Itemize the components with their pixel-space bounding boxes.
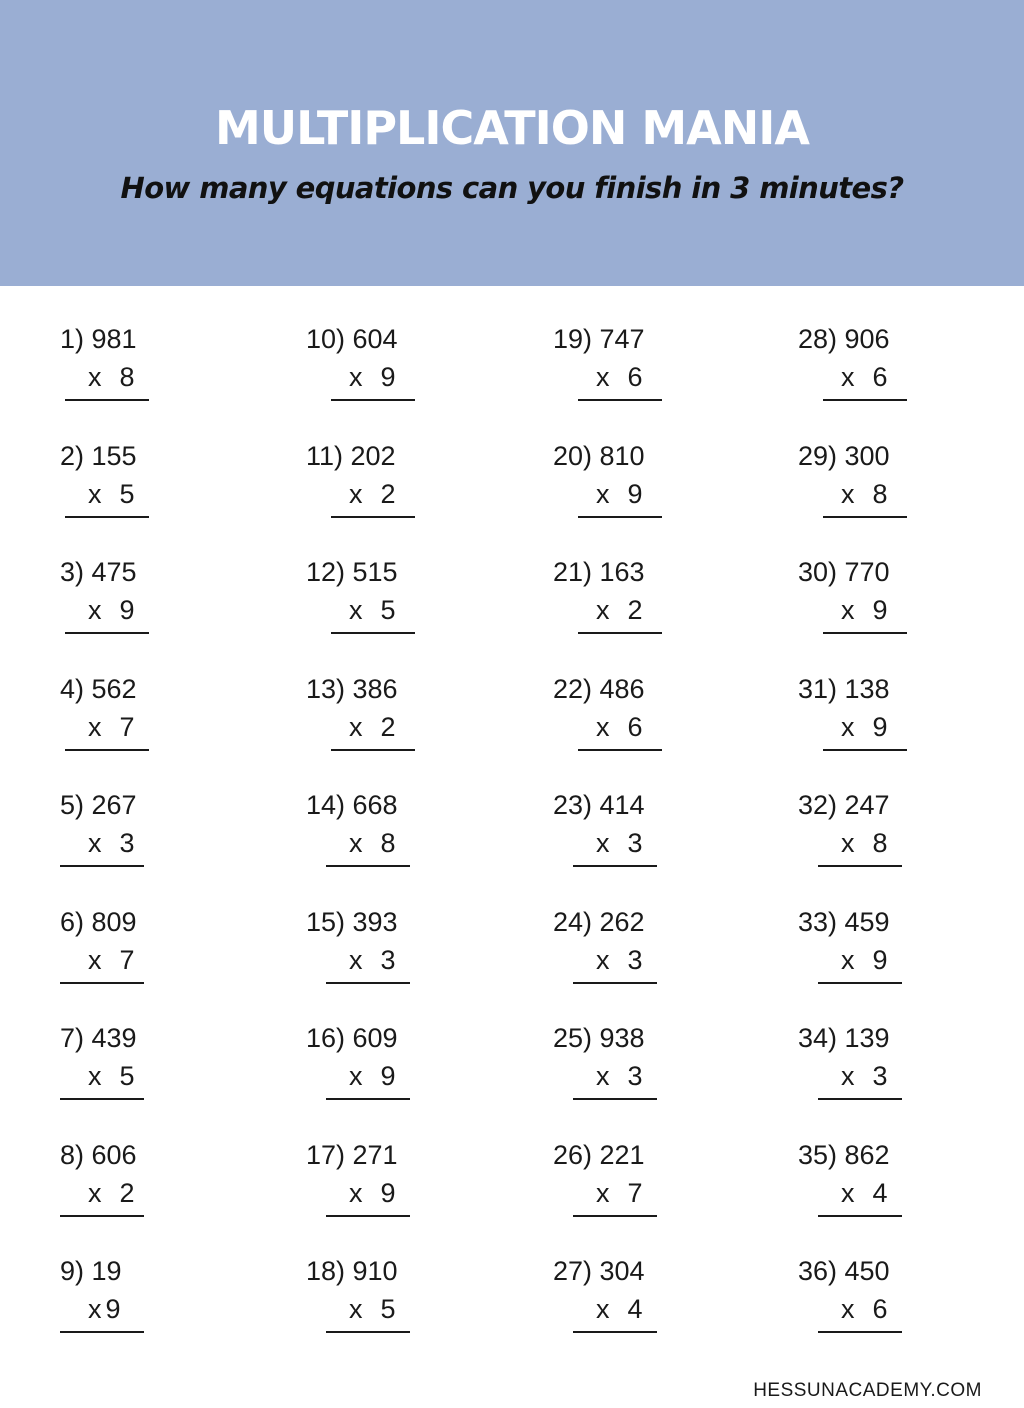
problem-item [553, 555, 753, 645]
multiplier-line [88, 710, 135, 744]
problem-item [60, 1254, 260, 1344]
answer-line [331, 632, 415, 634]
answer-line [818, 1098, 902, 1100]
multiply-sign: x [841, 478, 855, 509]
multiplier-line [596, 360, 643, 394]
multiply-sign: x [841, 1061, 855, 1091]
problem-item [60, 555, 260, 645]
problem-item [798, 1138, 998, 1228]
multiplier-value: 5 [119, 1061, 135, 1091]
problem-item [306, 905, 506, 995]
multiplier-value: 8 [119, 362, 135, 392]
multiply-sign: x [88, 1294, 102, 1324]
multiplier-line [596, 477, 643, 511]
multiplier-line [88, 943, 135, 977]
multiplier-line [349, 477, 396, 511]
multiply-sign: x [349, 944, 363, 975]
multiplier-value: 9 [872, 944, 888, 975]
problem-item [306, 1021, 506, 1111]
problem-number-and-multiplicand: 36) 450 [798, 1256, 890, 1286]
multiply-sign: x [596, 595, 610, 625]
answer-line [573, 1098, 657, 1100]
multiplier-value: 5 [380, 595, 396, 625]
answer-line [573, 865, 657, 867]
problem-item [60, 905, 260, 995]
answer-line [823, 749, 907, 751]
multiplier-line [596, 1292, 643, 1326]
problem-number-and-multiplicand: 25) 938 [553, 1023, 645, 1053]
problem-number-and-multiplicand: 34) 139 [798, 1023, 890, 1053]
multiply-sign: x [596, 1061, 610, 1091]
multiply-sign: x [349, 478, 363, 509]
problem-number-and-multiplicand: 7) 439 [60, 1023, 137, 1053]
multiplier-line [349, 1059, 396, 1093]
multiplier-value: 8 [872, 828, 888, 858]
problem-item [60, 1021, 260, 1111]
multiplier-line [88, 360, 135, 394]
multiplier-line [349, 360, 396, 394]
multiplier-line [88, 477, 135, 511]
multiply-sign: x [596, 362, 610, 392]
multiply-sign: x [596, 1177, 610, 1208]
answer-line [573, 1331, 657, 1333]
problem-number-and-multiplicand: 15) 393 [306, 906, 398, 937]
multiply-sign: x [88, 595, 102, 625]
answer-line [65, 632, 149, 634]
problem-item [798, 322, 998, 412]
multiply-sign: x [349, 711, 363, 742]
answer-line [578, 749, 662, 751]
answer-line [65, 749, 149, 751]
problem-item [60, 439, 260, 529]
answer-line [326, 1331, 410, 1333]
problem-number-and-multiplicand: 21) 163 [553, 557, 645, 587]
problem-item [798, 555, 998, 645]
answer-line [818, 1215, 902, 1217]
answer-line [818, 982, 902, 984]
multiplier-line [349, 943, 396, 977]
multiplier-value: 6 [627, 362, 643, 392]
problem-number-and-multiplicand: 10) 604 [306, 324, 398, 354]
problem-number-and-multiplicand: 26) 221 [553, 1139, 645, 1170]
multiplier-line [88, 826, 135, 860]
problem-item [306, 555, 506, 645]
multiplier-value: 4 [872, 1177, 888, 1208]
multiplier-value: 5 [119, 478, 135, 509]
multiply-sign: x [88, 362, 102, 392]
multiplier-line [88, 1059, 135, 1093]
multiply-sign: x [841, 362, 855, 392]
page-subtitle: How many equations can you finish in 3 minutes? [120, 171, 904, 205]
problem-item [553, 439, 753, 529]
multiplier-value: 5 [380, 1294, 396, 1324]
problem-number-and-multiplicand: 23) 414 [553, 790, 645, 820]
multiply-sign: x [88, 478, 102, 509]
multiplier-line [841, 360, 888, 394]
multiply-sign: x [88, 1177, 102, 1208]
website-footer: HESSUNACADEMY.COM [753, 1380, 982, 1401]
problem-number-and-multiplicand: 14) 668 [306, 790, 398, 820]
page-title: MULTIPLICATION MANIA [215, 101, 809, 155]
problem-item [553, 1138, 753, 1228]
multiplier-line [349, 826, 396, 860]
multiply-sign: x [841, 944, 855, 975]
problem-number-and-multiplicand: 29) 300 [798, 440, 890, 471]
problem-number-and-multiplicand: 5) 267 [60, 790, 137, 820]
multiplier-value: 2 [119, 1177, 135, 1208]
problem-number-and-multiplicand: 17) 271 [306, 1139, 398, 1170]
multiplier-value: 2 [627, 595, 643, 625]
multiply-sign: x [596, 478, 610, 509]
multiply-sign: x [841, 1177, 855, 1208]
multiplier-value: 8 [872, 478, 888, 509]
answer-line [60, 1098, 144, 1100]
answer-line [818, 865, 902, 867]
answer-line [326, 1215, 410, 1217]
problem-item [306, 1254, 506, 1344]
problem-number-and-multiplicand: 8) 606 [60, 1139, 137, 1170]
problem-number-and-multiplicand: 19) 747 [553, 324, 645, 354]
answer-line [578, 632, 662, 634]
multiply-sign: x [841, 828, 855, 858]
problem-item [553, 672, 753, 762]
answer-line [60, 1215, 144, 1217]
problem-item [798, 905, 998, 995]
multiplier-value: 3 [627, 1061, 643, 1091]
multiplier-value: 6 [872, 362, 888, 392]
answer-line [331, 749, 415, 751]
problem-number-and-multiplicand: 16) 609 [306, 1023, 398, 1053]
multiplier-value: 2 [380, 478, 396, 509]
answer-line [60, 982, 144, 984]
multiplier-line [841, 826, 888, 860]
multiply-sign: x [88, 828, 102, 858]
multiply-sign: x [349, 828, 363, 858]
multiplier-value: 3 [119, 828, 135, 858]
answer-line [60, 865, 144, 867]
multiply-sign: x [841, 711, 855, 742]
multiplier-value: 9 [872, 595, 888, 625]
answer-line [578, 399, 662, 401]
problem-item [553, 788, 753, 878]
problem-number-and-multiplicand: 13) 386 [306, 673, 398, 704]
multiplier-value: 9 [380, 1177, 396, 1208]
problem-item [60, 1138, 260, 1228]
problem-number-and-multiplicand: 27) 304 [553, 1256, 645, 1286]
problem-number-and-multiplicand: 35) 862 [798, 1139, 890, 1170]
multiplier-value: 8 [380, 828, 396, 858]
answer-line [326, 1098, 410, 1100]
problem-item [60, 322, 260, 412]
answer-line [65, 516, 149, 518]
multiplier-line [88, 1176, 135, 1210]
problem-number-and-multiplicand: 12) 515 [306, 557, 398, 587]
problem-item [798, 439, 998, 529]
multiply-sign: x [596, 828, 610, 858]
multiplier-value: 7 [627, 1177, 643, 1208]
multiplier-line [841, 943, 888, 977]
problem-item [60, 672, 260, 762]
problem-number-and-multiplicand: 4) 562 [60, 673, 137, 704]
answer-line [60, 1331, 144, 1333]
multiply-sign: x [596, 944, 610, 975]
multiplier-line [841, 593, 888, 627]
answer-line [326, 982, 410, 984]
multiplier-line [596, 710, 643, 744]
multiplier-line [841, 710, 888, 744]
problem-item [306, 322, 506, 412]
problem-number-and-multiplicand: 9) 19 [60, 1256, 122, 1286]
multiplier-line [88, 1292, 121, 1326]
multiply-sign: x [349, 595, 363, 625]
problem-number-and-multiplicand: 24) 262 [553, 906, 645, 937]
problem-number-and-multiplicand: 18) 910 [306, 1256, 398, 1286]
problem-number-and-multiplicand: 2) 155 [60, 440, 137, 471]
answer-line [573, 1215, 657, 1217]
answer-line [331, 399, 415, 401]
answer-line [65, 399, 149, 401]
answer-line [331, 516, 415, 518]
multiplier-line [349, 710, 396, 744]
problem-item [798, 672, 998, 762]
multiply-sign: x [596, 1294, 610, 1324]
problem-item [60, 788, 260, 878]
multiplier-value: 9 [380, 1061, 396, 1091]
multiplier-value: 4 [627, 1294, 643, 1324]
multiplier-line [349, 593, 396, 627]
multiplier-value: 6 [872, 1294, 888, 1324]
problem-item [306, 439, 506, 529]
multiplier-value: 3 [627, 944, 643, 975]
multiply-sign: x [596, 711, 610, 742]
multiply-sign: x [88, 944, 102, 975]
multiplier-value: 6 [627, 711, 643, 742]
problem-number-and-multiplicand: 30) 770 [798, 557, 890, 587]
multiplier-line [841, 1059, 888, 1093]
multiplier-value: 3 [380, 944, 396, 975]
problem-item [553, 1021, 753, 1111]
problem-item [306, 1138, 506, 1228]
problem-item [798, 1021, 998, 1111]
multiply-sign: x [841, 1294, 855, 1324]
multiply-sign: x [349, 1177, 363, 1208]
multiplier-line [88, 593, 135, 627]
answer-line [578, 516, 662, 518]
multiplier-value: 9 [627, 478, 643, 509]
multiplier-line [596, 593, 643, 627]
multiplier-line [596, 1176, 643, 1210]
multiplier-value: 3 [872, 1061, 888, 1091]
problem-item [553, 1254, 753, 1344]
multiply-sign: x [841, 595, 855, 625]
answer-line [823, 516, 907, 518]
answer-line [818, 1331, 902, 1333]
problem-item [306, 788, 506, 878]
multiplier-line [596, 1059, 643, 1093]
multiplier-value: 3 [627, 828, 643, 858]
multiply-sign: x [88, 1061, 102, 1091]
problem-item [553, 905, 753, 995]
multiplier-value: 7 [119, 944, 135, 975]
problem-number-and-multiplicand: 11) 202 [306, 440, 396, 471]
multiply-sign: x [349, 1294, 363, 1324]
problem-number-and-multiplicand: 6) 809 [60, 906, 137, 937]
multiply-sign: x [349, 362, 363, 392]
problem-number-and-multiplicand: 1) 981 [60, 324, 137, 354]
multiplier-value: 9 [380, 362, 396, 392]
multiplier-value: 9 [872, 711, 888, 742]
multiplier-value: 2 [380, 711, 396, 742]
header-banner [0, 0, 1024, 286]
multiplier-line [349, 1176, 396, 1210]
answer-line [823, 632, 907, 634]
multiplier-line [841, 1176, 888, 1210]
problem-number-and-multiplicand: 31) 138 [798, 673, 890, 704]
problem-number-and-multiplicand: 20) 810 [553, 440, 645, 471]
problem-number-and-multiplicand: 28) 906 [798, 324, 890, 354]
multiply-sign: x [88, 711, 102, 742]
multiplier-line [349, 1292, 396, 1326]
problem-item [798, 1254, 998, 1344]
problem-number-and-multiplicand: 32) 247 [798, 790, 890, 820]
multiplier-line [841, 1292, 888, 1326]
multiplier-line [596, 826, 643, 860]
problem-item [553, 322, 753, 412]
problem-number-and-multiplicand: 3) 475 [60, 557, 137, 587]
multiplier-value: 9 [105, 1294, 121, 1324]
answer-line [823, 399, 907, 401]
answer-line [573, 982, 657, 984]
multiply-sign: x [349, 1061, 363, 1091]
multiplier-line [841, 477, 888, 511]
multiplier-line [596, 943, 643, 977]
multiplier-value: 7 [119, 711, 135, 742]
problem-number-and-multiplicand: 22) 486 [553, 673, 645, 704]
problem-item [306, 672, 506, 762]
problem-number-and-multiplicand: 33) 459 [798, 906, 890, 937]
multiplier-value: 9 [119, 595, 135, 625]
problem-item [798, 788, 998, 878]
answer-line [326, 865, 410, 867]
